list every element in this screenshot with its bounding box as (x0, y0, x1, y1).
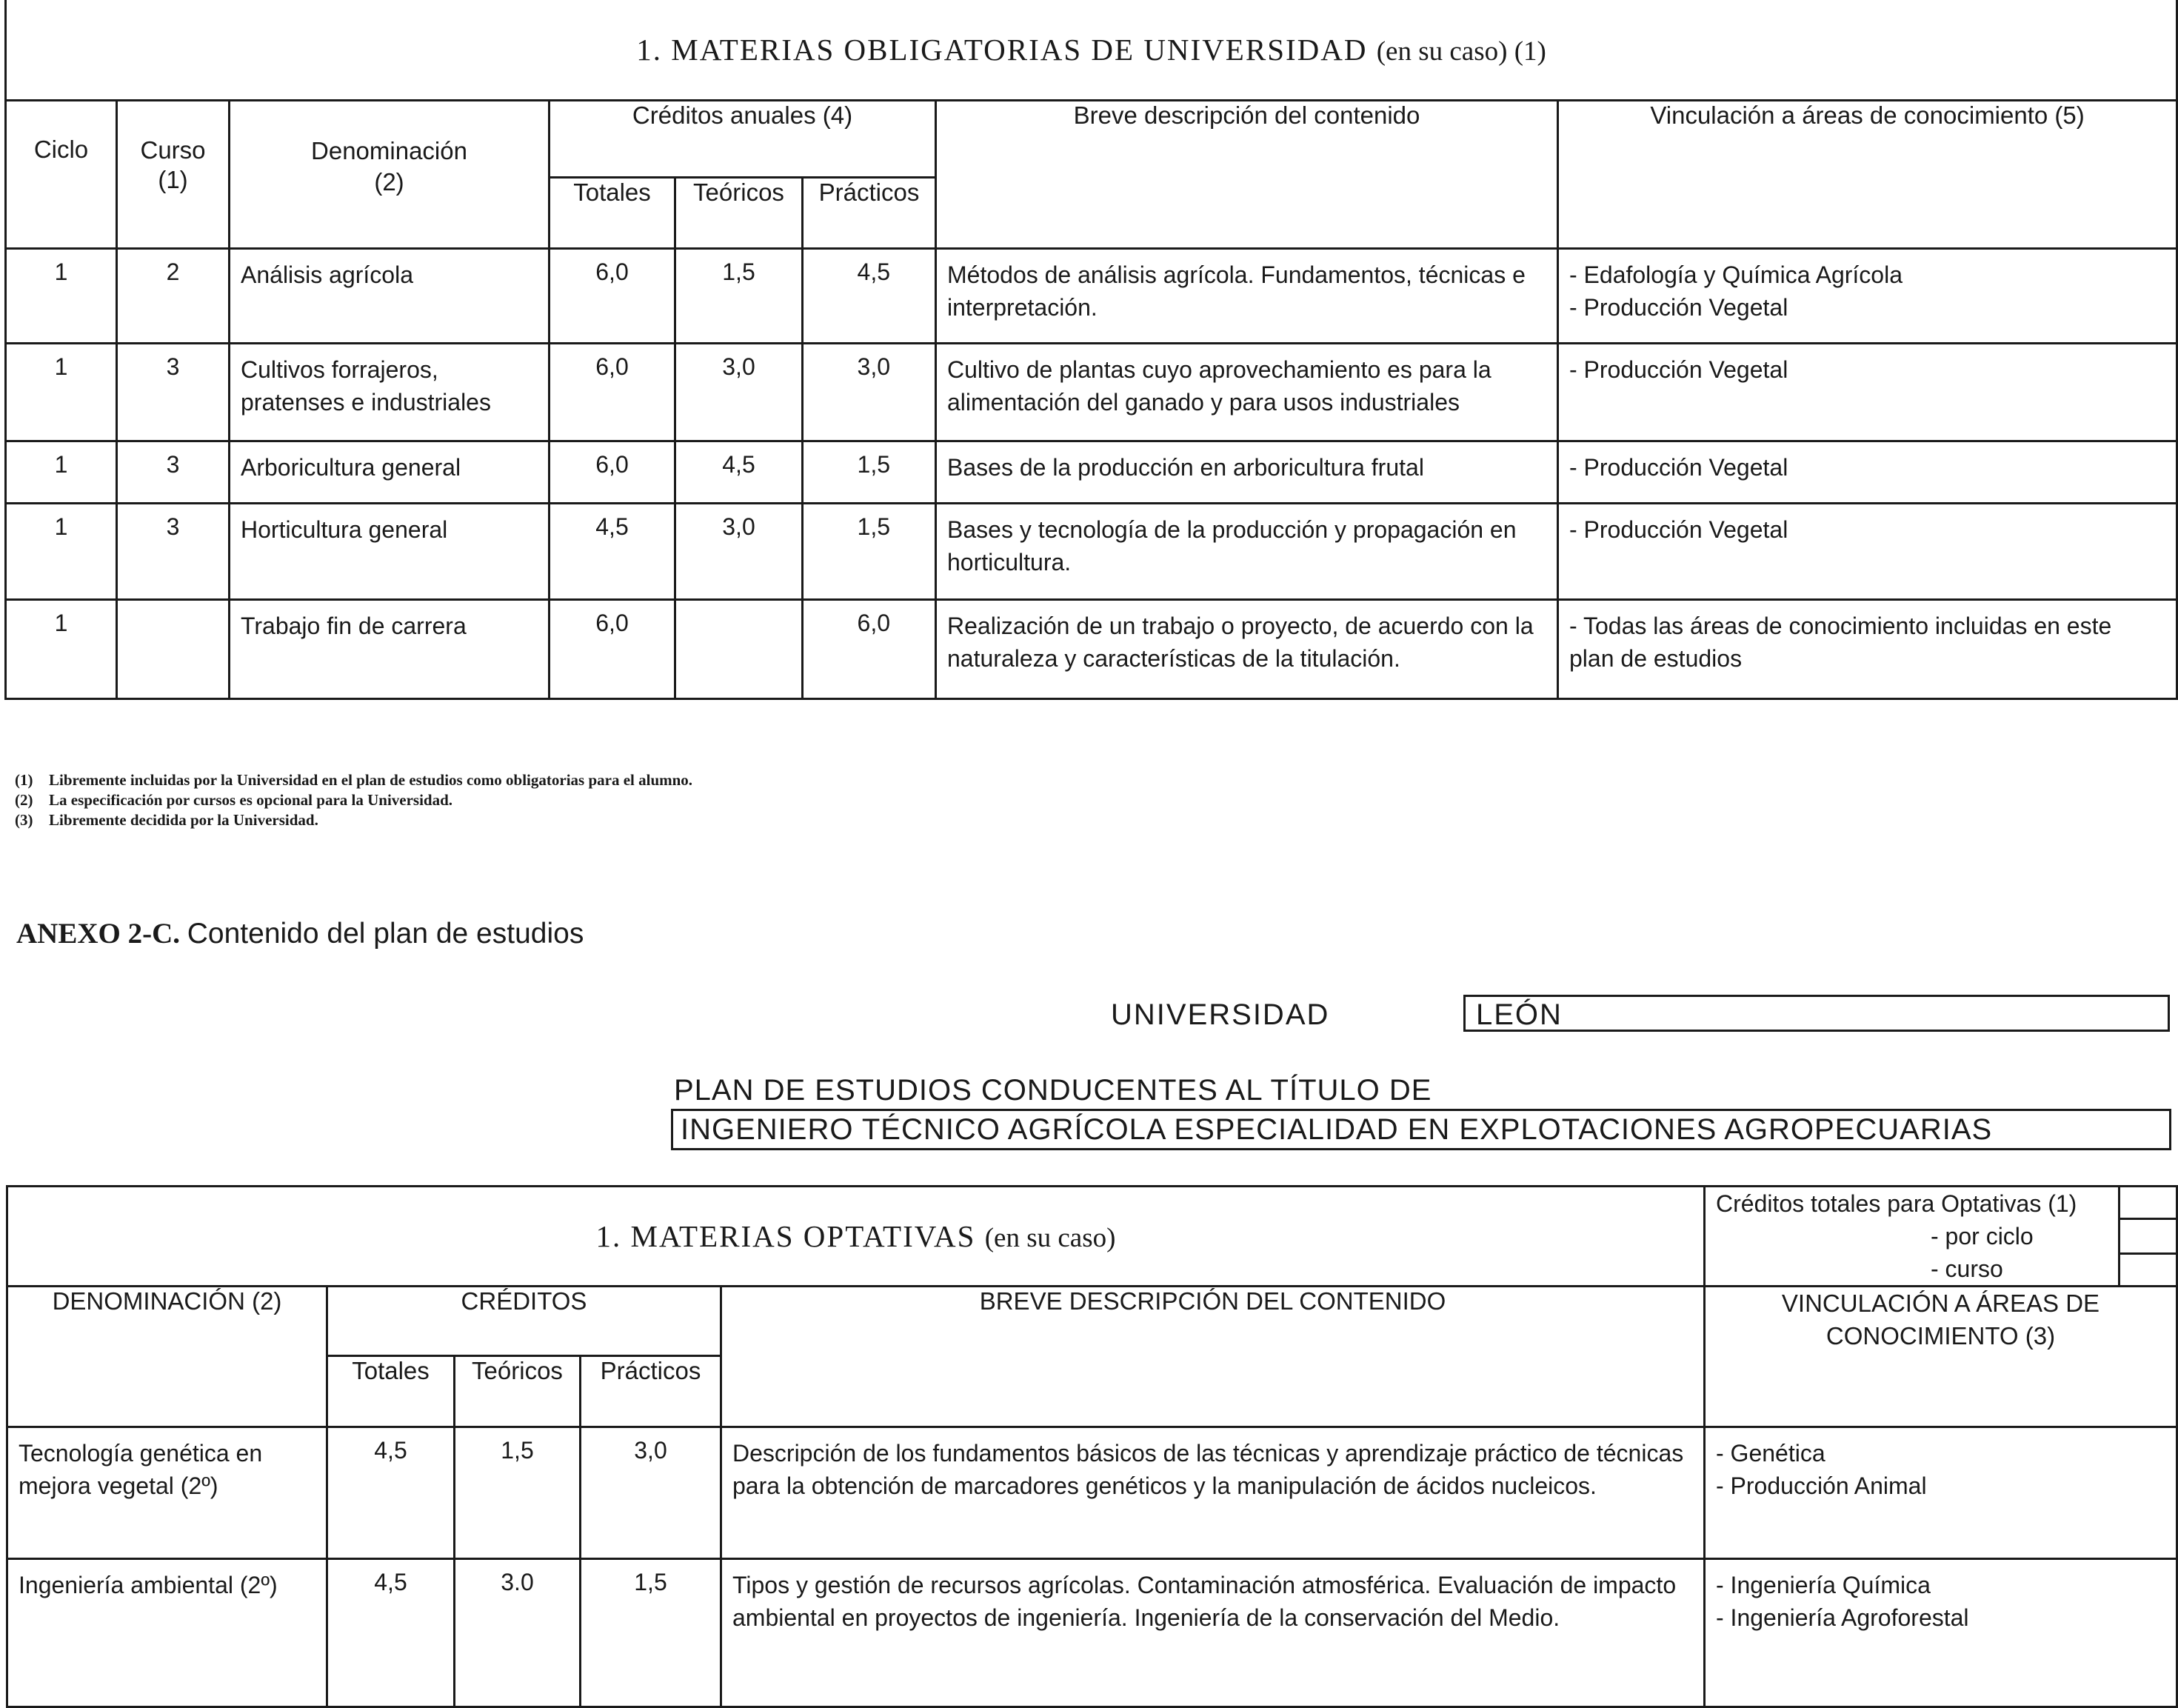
denominacion-cell: Horticultura general (230, 504, 549, 600)
col-denominacion-header: Denominación (2) (230, 101, 549, 249)
col-vinculacion-header: Vinculación a áreas de conocimiento (5) (1558, 101, 2177, 249)
ciclo-cell: 1 (6, 344, 117, 441)
col-descripcion-header: BREVE DESCRIPCIÓN DEL CONTENIDO (721, 1287, 1705, 1427)
descripcion-cell: Bases de la producción en arboricultura frutal (936, 441, 1558, 504)
footnote-number: (3) (15, 811, 33, 829)
totales-cell: 6,0 (549, 441, 675, 504)
teoricos-cell (675, 600, 803, 699)
plan-box (671, 1109, 2171, 1150)
universidad-box (1463, 995, 2170, 1032)
totales-cell: 4,5 (327, 1427, 455, 1559)
teoricos-cell: 1,5 (675, 249, 803, 344)
teoricos-cell: 1,5 (455, 1427, 581, 1559)
areas-cell: - Edafología y Química Agrícola - Producción Vegetal (1558, 249, 2177, 344)
col-totales-header: Totales (327, 1356, 455, 1427)
col-ciclo-header: Ciclo (6, 101, 117, 249)
curso-cell (117, 600, 230, 699)
universidad-label: UNIVERSIDAD (1111, 998, 1330, 1031)
descripcion-cell: Descripción de los fundamentos básicos de las técnicas y aprendizaje práctico de técnicas para la obtención de marcadores genéticos y la manipulación de ácidos nucleicos. (721, 1427, 1705, 1559)
denominacion-cell: Cultivos forrajeros, pratenses e industriales (230, 344, 549, 441)
obligatorias-title-suffix: (en su caso) (1) (1376, 36, 1546, 67)
col-descripcion-header: Breve descripción del contenido (936, 101, 1558, 249)
practicos-cell: 6,0 (803, 600, 936, 699)
totales-cell: 6,0 (549, 600, 675, 699)
areas-cell: - Todas las áreas de conocimiento incluidas en este plan de estudios (1558, 600, 2177, 699)
creditos-curso-box (2119, 1253, 2177, 1286)
teoricos-cell: 3.0 (455, 1559, 581, 1707)
optativas-title (7, 1187, 1705, 1287)
areas-cell: - Ingeniería Química - Ingeniería Agroforestal (1705, 1559, 2177, 1707)
denominacion-cell: Tecnología genética en mejora vegetal (2º) (7, 1427, 327, 1559)
totales-cell: 6,0 (549, 344, 675, 441)
curso-cell: 3 (117, 344, 230, 441)
practicos-cell: 1,5 (581, 1559, 721, 1707)
obligatorias-table (4, 0, 2178, 700)
practicos-cell: 1,5 (803, 504, 936, 600)
descripcion-cell: Cultivo de plantas cuyo aprovechamiento es para la alimentación del ganado y para usos industriales (936, 344, 1558, 441)
creditos-curso: - curso (1931, 1255, 2003, 1282)
col-practicos-header: Prácticos (581, 1356, 721, 1427)
col-teoricos-header: Teóricos (675, 178, 803, 249)
col-creditos-header: CRÉDITOS (327, 1287, 721, 1356)
creditos-ciclo-box (2119, 1187, 2177, 1219)
optativas-table (6, 1185, 2178, 1708)
denominacion-cell: Análisis agrícola (230, 249, 549, 344)
denominacion-cell: Arboricultura general (230, 441, 549, 504)
creditos-totales-label: Créditos totales para Optativas (1) (1716, 1190, 2077, 1217)
annex-heading (16, 917, 584, 950)
curso-cell: 2 (117, 249, 230, 344)
obligatorias-title (6, 0, 2177, 101)
ciclo-cell: 1 (6, 600, 117, 699)
table-row (6, 344, 2177, 441)
descripcion-cell: Métodos de análisis agrícola. Fundamentos, técnicas e interpretación. (936, 249, 1558, 344)
footnotes (15, 770, 1052, 830)
descripcion-cell: Bases y tecnología de la producción y propagación en horticultura. (936, 504, 1558, 600)
practicos-cell: 3,0 (803, 344, 936, 441)
creditos-por-ciclo: - por ciclo (1931, 1223, 2034, 1250)
ciclo-cell: 1 (6, 249, 117, 344)
creditos-totales-cell (1705, 1187, 2119, 1287)
col-creditos-header: Créditos anuales (4) (549, 101, 936, 178)
plan-label: PLAN DE ESTUDIOS CONDUCENTES AL TÍTULO DE (674, 1074, 1432, 1107)
universidad-value: LEÓN (1476, 998, 1563, 1031)
denominacion-cell: Trabajo fin de carrera (230, 600, 549, 699)
curso-cell: 3 (117, 441, 230, 504)
teoricos-cell: 3,0 (675, 344, 803, 441)
table-row (7, 1559, 2177, 1707)
table-row (6, 249, 2177, 344)
footnote (15, 790, 1052, 810)
areas-cell: - Producción Vegetal (1558, 441, 2177, 504)
col-practicos-header: Prácticos (803, 178, 936, 249)
ciclo-cell: 1 (6, 504, 117, 600)
col-teoricos-header: Teóricos (455, 1356, 581, 1427)
col-totales-header: Totales (549, 178, 675, 249)
footnote (15, 810, 1052, 830)
footnote (15, 770, 1052, 790)
annex-label: ANEXO 2-C. (16, 918, 180, 950)
practicos-cell: 3,0 (581, 1427, 721, 1559)
teoricos-cell: 4,5 (675, 441, 803, 504)
totales-cell: 4,5 (549, 504, 675, 600)
col-vinculacion-header: VINCULACIÓN A ÁREAS DE CONOCIMIENTO (3) (1705, 1287, 2177, 1427)
descripcion-cell: Realización de un trabajo o proyecto, de acuerdo con la naturaleza y características de la titulación. (936, 600, 1558, 699)
col-denominacion-header: DENOMINACIÓN (2) (7, 1287, 327, 1427)
areas-cell: - Genética - Producción Animal (1705, 1427, 2177, 1559)
areas-cell: - Producción Vegetal (1558, 344, 2177, 441)
practicos-cell: 1,5 (803, 441, 936, 504)
teoricos-cell: 3,0 (675, 504, 803, 600)
denominacion-cell: Ingeniería ambiental (2º) (7, 1559, 327, 1707)
optativas-title-main: 1. MATERIAS OPTATIVAS (595, 1219, 976, 1253)
curso-cell: 3 (117, 504, 230, 600)
totales-cell: 6,0 (549, 249, 675, 344)
table-row (6, 441, 2177, 504)
ciclo-cell: 1 (6, 441, 117, 504)
footnote-text: Libremente incluidas por la Universidad en el plan de estudios como obligatorias para el alumno. (49, 771, 693, 789)
plan-value: INGENIERO TÉCNICO AGRÍCOLA ESPECIALIDAD EN EXPLOTACIONES AGROPECUARIAS (681, 1113, 1993, 1146)
optativas-title-suffix: (en su caso) (984, 1223, 1116, 1253)
creditos-por-ciclo-box (2119, 1219, 2177, 1253)
footnote-text: Libremente decidida por la Universidad. (49, 811, 318, 829)
footnote-number: (2) (15, 791, 33, 809)
col-curso-header: Curso (1) (117, 101, 230, 249)
footnote-text: La especificación por cursos es opcional para la Universidad. (49, 791, 453, 809)
annex-text: Contenido del plan de estudios (187, 918, 584, 950)
obligatorias-title-main: 1. MATERIAS OBLIGATORIAS DE UNIVERSIDAD (636, 32, 1368, 67)
practicos-cell: 4,5 (803, 249, 936, 344)
descripcion-cell: Tipos y gestión de recursos agrícolas. Contaminación atmosférica. Evaluación de impacto ambiental en proyectos de ingeniería. Ingeniería de la conservación del Medio. (721, 1559, 1705, 1707)
footnote-number: (1) (15, 771, 33, 789)
table-row (6, 600, 2177, 699)
totales-cell: 4,5 (327, 1559, 455, 1707)
table-row (6, 504, 2177, 600)
areas-cell: - Producción Vegetal (1558, 504, 2177, 600)
table-row (7, 1427, 2177, 1559)
